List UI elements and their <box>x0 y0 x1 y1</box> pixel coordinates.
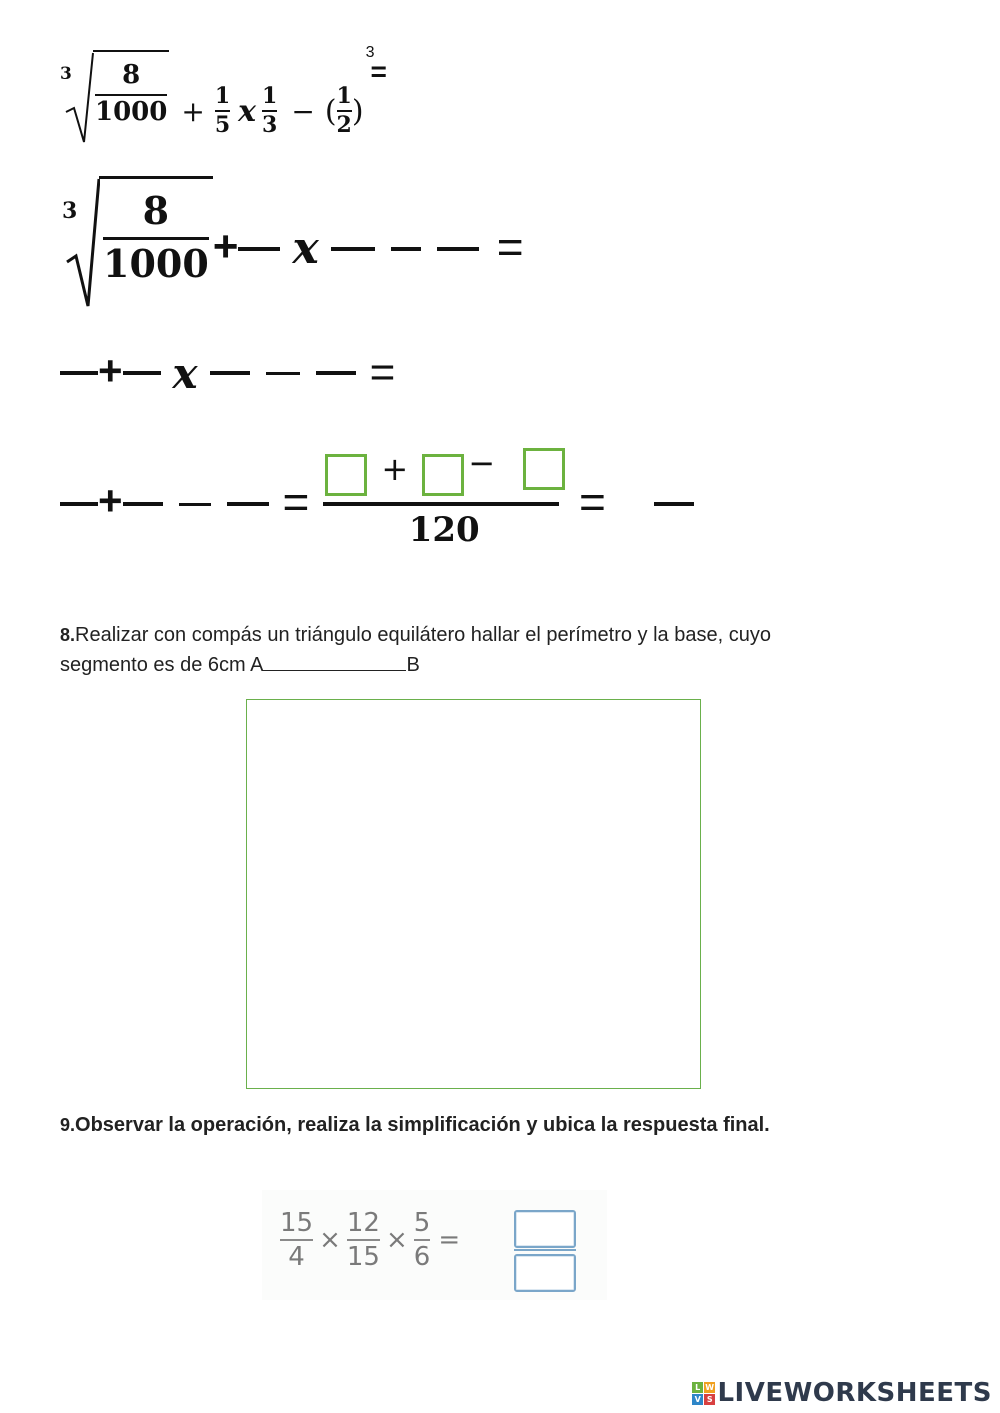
question-text: Observar la operación, realiza la simplificación y ubica la respuesta final. <box>75 1114 770 1136</box>
times-sign: × <box>319 1225 341 1255</box>
root-fraction <box>93 50 169 127</box>
answer-numerator <box>323 444 565 496</box>
blank-fraction <box>210 371 250 375</box>
fraction-numerator: 1 <box>336 82 352 109</box>
equals-sign: = <box>370 56 387 87</box>
segment-end-label: B <box>406 654 420 676</box>
open-paren: ( <box>324 93 337 129</box>
root-fraction <box>99 176 213 284</box>
fraction-one-fifth <box>214 82 231 138</box>
fraction-one-third <box>262 82 278 138</box>
question-8-line-2 <box>60 650 771 680</box>
fraction-denominator: 15 <box>346 1242 380 1272</box>
logo-mark-letter: L <box>692 1382 703 1393</box>
root-index: 3 <box>60 64 72 84</box>
fraction-numerator: 5 <box>413 1208 431 1238</box>
fraction-denominator: 1000 <box>103 240 209 286</box>
blank-fraction <box>60 502 98 506</box>
fraction-5-6 <box>414 1208 431 1272</box>
times-x: x <box>292 222 319 274</box>
drawing-area[interactable] <box>246 699 701 1089</box>
fraction-15-4 <box>280 1208 313 1272</box>
times-x: x <box>238 93 257 129</box>
blank-fraction <box>437 247 479 251</box>
blank-fraction <box>654 502 694 506</box>
fraction-denominator: 2 <box>336 112 352 138</box>
fraction-numerator: 1 <box>262 82 278 109</box>
equals-sign: = <box>438 1225 461 1255</box>
equals-sign-2: = <box>579 476 606 528</box>
blank-fraction <box>227 502 269 506</box>
answer-fraction-bar <box>514 1249 576 1251</box>
root-index: 3 <box>62 198 78 224</box>
logo-mark-letter: V <box>692 1394 703 1405</box>
fraction-12-15 <box>347 1208 380 1272</box>
equation-4 <box>60 444 694 550</box>
cube-root <box>60 50 169 146</box>
equals-sign: = <box>282 476 310 528</box>
close-paren: ) <box>351 93 364 129</box>
question-8-line-1 <box>60 620 771 650</box>
box-plus-sign: + <box>381 450 409 488</box>
answer-box-1[interactable] <box>325 454 367 496</box>
answer-fraction <box>323 444 565 550</box>
answer-box-3[interactable] <box>523 448 565 490</box>
logo-mark-letter: S <box>704 1394 715 1405</box>
answer-denominator-box[interactable] <box>514 1254 576 1292</box>
question-8 <box>60 620 771 680</box>
blank-fraction <box>238 247 280 251</box>
fraction-numerator: 1 <box>214 82 231 109</box>
cube-root <box>60 176 213 310</box>
blank-fraction <box>316 371 356 375</box>
question-text: Realizar con compás un triángulo equilátero hallar el perímetro y la base, cuyo <box>75 624 771 646</box>
equation-2 <box>60 176 524 310</box>
plus-sign: + <box>98 477 123 524</box>
equation-3 <box>60 348 395 398</box>
logo-text: LIVEWORKSHEETS <box>717 1378 992 1408</box>
exponent: 3 <box>365 44 375 61</box>
fraction-bar <box>323 502 559 506</box>
logo-mark-letter: W <box>705 1382 715 1392</box>
fraction-one-half <box>336 82 352 138</box>
fraction-numerator: 8 <box>142 188 170 233</box>
times-x: x <box>172 348 198 398</box>
equals-sign: = <box>496 221 524 273</box>
fraction-denominator: 6 <box>413 1242 431 1272</box>
fraction-denominator: 1000 <box>95 97 168 128</box>
radical-sign-icon <box>64 176 100 310</box>
equals-sign: = <box>369 348 396 397</box>
answer-numerator-box[interactable] <box>514 1210 576 1248</box>
blank-fraction <box>123 371 161 375</box>
plus-sign: + <box>212 222 239 271</box>
question-9 <box>60 1114 770 1137</box>
answer-box-2[interactable] <box>422 454 464 496</box>
blank-fraction <box>60 371 98 375</box>
fraction-denominator: 120 <box>408 510 480 550</box>
fraction-denominator: 3 <box>262 112 278 138</box>
fraction-numerator: 15 <box>280 1208 314 1238</box>
logo-mark-icon <box>692 1382 715 1405</box>
question-number: 9. <box>60 1115 76 1135</box>
fraction-numerator: 12 <box>346 1208 380 1238</box>
plus-sign: + <box>98 347 123 394</box>
box-minus-sign: − <box>468 444 496 482</box>
operation-expression <box>280 1208 464 1272</box>
operation-image <box>262 1190 607 1300</box>
times-sign: × <box>385 1225 408 1255</box>
blank-fraction <box>331 247 375 251</box>
question-text: segmento es de 6cm A <box>60 654 264 676</box>
blank-fraction <box>391 247 421 251</box>
blank-fraction <box>266 372 300 375</box>
fraction-numerator: 8 <box>122 60 141 90</box>
segment-line <box>263 652 406 671</box>
fraction-denominator: 4 <box>288 1242 305 1272</box>
fraction-denominator: 5 <box>214 112 231 138</box>
blank-fraction <box>123 502 163 506</box>
equation-1 <box>60 44 387 146</box>
question-number: 8. <box>60 625 76 645</box>
blank-fraction <box>179 503 211 506</box>
minus-sign: − <box>291 94 315 128</box>
plus-sign: + <box>181 94 205 128</box>
liveworksheets-logo <box>692 1378 992 1408</box>
